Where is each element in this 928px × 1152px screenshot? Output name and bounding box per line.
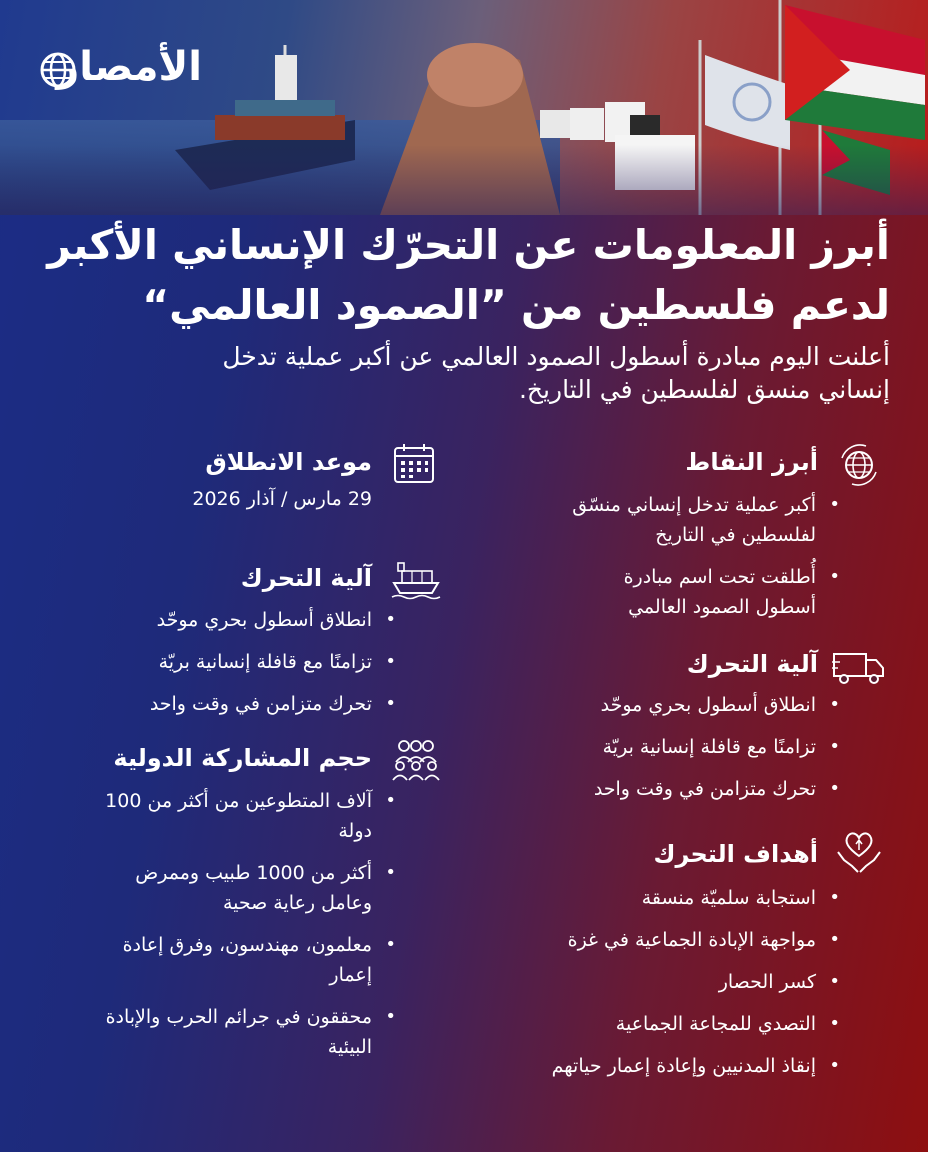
truck-icon (832, 650, 886, 686)
un-flag-graphic (705, 55, 790, 150)
list-item-line: محققون في جرائم الحرب والإبادة (105, 1006, 372, 1028)
list-item (2, 930, 372, 990)
heart-hands-icon (834, 826, 884, 876)
launch-title: موعد الانطلاق (205, 448, 372, 476)
list-item-line: أسطول الصمود العالمي (628, 596, 816, 618)
list-item-line: لفلسطين في التاريخ (655, 524, 816, 546)
list-item-line: أُطلقت تحت اسم مبادرة (623, 566, 816, 588)
list-item: • استجابة سلميّة منسقة (456, 883, 816, 913)
right-mechanism-title: آلية التحرك (686, 650, 818, 678)
list-item: • تزامنًا مع قافلة إنسانية بريّة (476, 732, 816, 762)
list-item-line: وعامل رعاية صحية (222, 892, 372, 914)
page-title (30, 215, 890, 335)
hero-fade (0, 145, 928, 215)
participation-title: حجم المشاركة الدولية (113, 744, 372, 772)
list-item: • كسر الحصار (456, 967, 816, 997)
right-mechanism-list (476, 690, 842, 816)
intro-line-1: أعلنت اليوم مبادرة أسطول الصمود العالمي عن أكبر عملية تدخل (222, 342, 890, 371)
list-item: • انطلاق أسطول بحري موحّد (476, 690, 816, 720)
logo (42, 42, 202, 102)
goals-list (456, 883, 842, 1093)
list-item (2, 786, 372, 846)
palestine-flag-graphic (785, 5, 925, 140)
list-item-line: أكثر من 1000 طبيب وممرض (135, 862, 372, 884)
list-item: • مواجهة الإبادة الجماعية في غزة (456, 925, 816, 955)
participation-list (2, 786, 398, 1074)
launch-date: 29 مارس / آذار 2026 (192, 488, 372, 510)
title-line-1: أبرز المعلومات عن التحرّك الإنساني الأكبر (47, 221, 890, 269)
list-item: • انطلاق أسطول بحري موحّد (32, 605, 372, 635)
left-mechanism-title: آلية التحرك (240, 564, 372, 592)
list-item-line: أكبر عملية تدخل إنساني منسّق (572, 494, 816, 516)
calendar-icon (390, 440, 438, 488)
list-item: • تحرك متزامن في وقت واحد (476, 774, 816, 804)
list-item (476, 490, 816, 550)
intro-text (30, 340, 890, 406)
list-item (476, 562, 816, 622)
hero-photo (0, 0, 928, 215)
list-item-line: البيئية (327, 1036, 372, 1058)
list-item-line: إعمار (329, 964, 372, 986)
people-icon (390, 738, 442, 782)
ship-icon (390, 555, 442, 601)
highlights-list (476, 490, 842, 634)
list-item-line: دولة (338, 820, 372, 842)
globe-icon (836, 442, 882, 488)
list-item-line: آلاف المتطوعين من أكثر من 100 (105, 790, 372, 812)
list-item (2, 1002, 372, 1062)
list-item-line: معلمون، مهندسون، وفرق إعادة (122, 934, 372, 956)
intro-line-2: إنساني منسق لفلسطين في التاريخ. (518, 375, 890, 404)
list-item: • إنقاذ المدنيين وإعادة إعمار حياتهم (456, 1051, 816, 1081)
title-line-2: لدعم فلسطين من ”الصمود العالمي“ (142, 281, 890, 329)
goals-title: أهداف التحرك (653, 840, 818, 868)
logo-text: الأمصار (56, 44, 202, 90)
list-item: • تزامنًا مع قافلة إنسانية بريّة (32, 647, 372, 677)
list-item: • تحرك متزامن في وقت واحد (32, 689, 372, 719)
list-item (2, 858, 372, 918)
highlights-title: أبرز النقاط (685, 448, 818, 476)
left-mechanism-list (32, 605, 398, 731)
list-item: • التصدي للمجاعة الجماعية (456, 1009, 816, 1039)
